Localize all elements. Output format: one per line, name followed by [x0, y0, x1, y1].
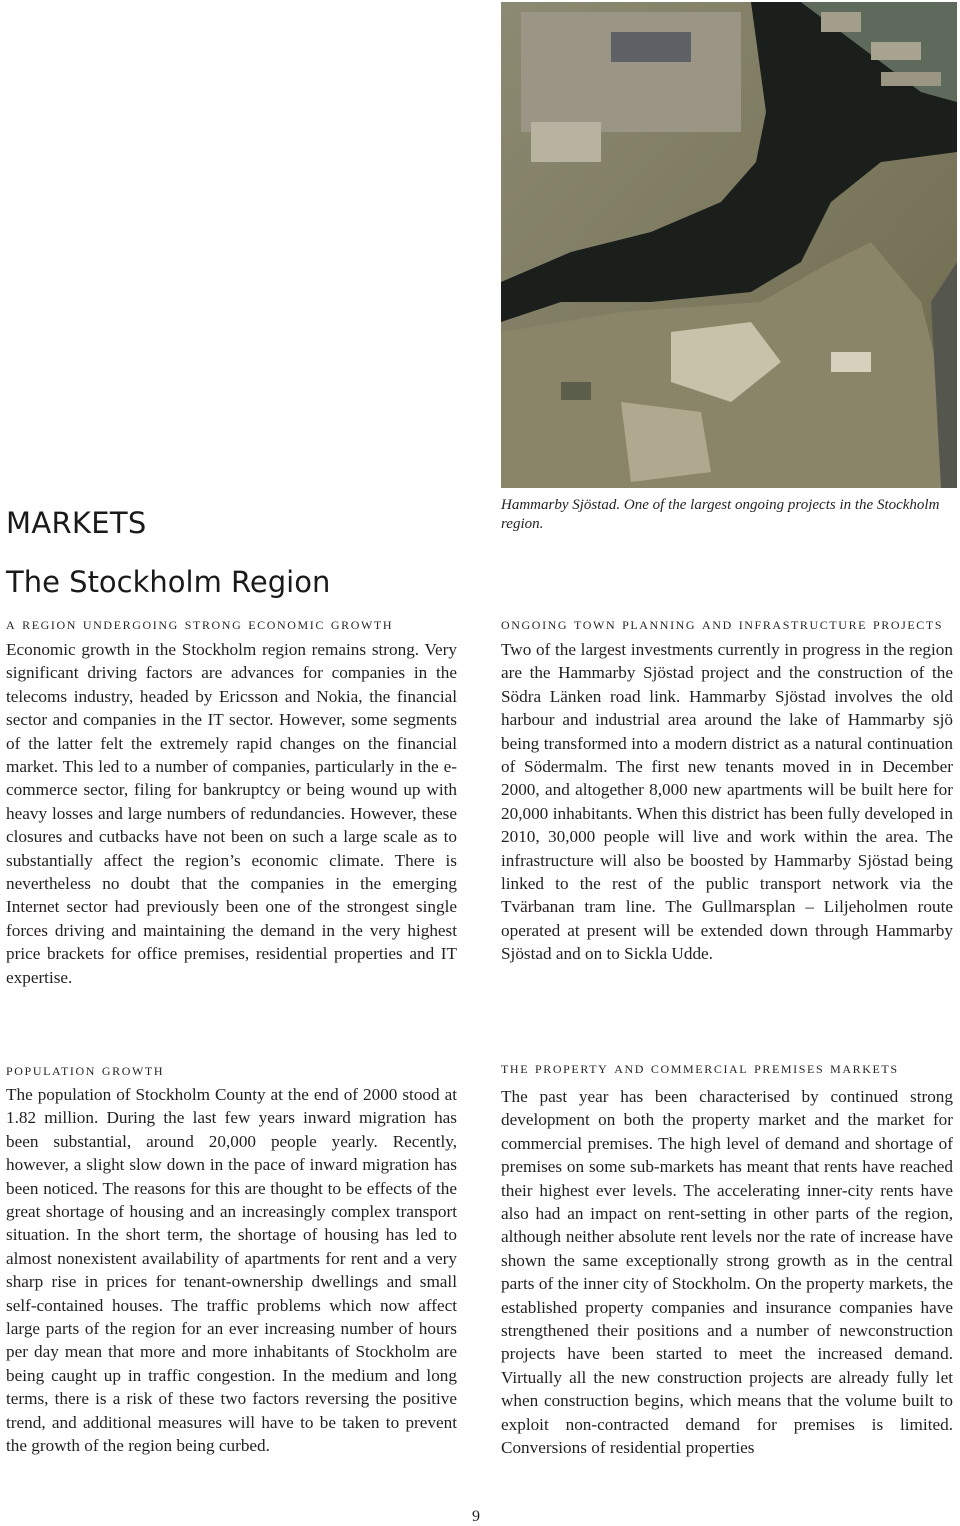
population-paragraph: The population of Stockholm County at the end of 2000 stood at 1.82 million. During the last few years inward migration has been substantial, around 20,000 people yearly. Recently, however, a slight slow down in the pace of inward migration has been noticed. The reasons for this are thought to be effects of the great shortage of housing and an increasingly complex transport situation. In the short term, the shortage of housing has led to almost nonexistent availability of apartments for rent and a very sharp rise in prices for tenant-ownership dwellings and small self-contained houses. The traffic problems which now affect large parts of the region for an ever increasing number of hours per day mean that more and more inhabitants of Stockholm are being caught up in traffic congestion. In the medium and long terms, there is a risk of these two factors reversing the positive trend, and additional measures will have to be taken to prevent the growth of the region being curbed. [6, 1085, 457, 1456]
planning-paragraph: Two of the largest investments currently in progress in the region are the Hammarby Sjöstad project and the construction of the Södra Länken road link. Hammarby Sjöstad involves the old harbour and industrial area around the lake of Hammarby sjö being transformed into a modern district as a natural continuation of Södermalm. The first new tenants moved in in December 2000, and altogether 8,000 new apartments will be built here for 20,000 inhabitants. When this district has been fully developed in 2010, 30,000 people will live and work within the area. The infrastructure will also be boosted by Hammarby Sjöstad being linked to the rest of the public transport network via the Tvärbanan tram line. The Gullmarsplan – Liljeholmen route operated at present will be extended down through Hammarby Sjöstad and on to Sickla Udde. [501, 640, 953, 964]
section-title: MARKETS [6, 506, 147, 540]
page-number: 9 [472, 1508, 480, 1525]
aerial-photo-icon [501, 2, 957, 488]
left-column-population [6, 1058, 457, 1458]
property-heading: the property and commercial premises markets [501, 1058, 899, 1077]
planning-heading: ongoing town planning and infrastructure projects [501, 614, 944, 633]
photo-caption: Hammarby Sjöstad. One of the largest ongoing projects in the Stockholm region. [501, 497, 940, 532]
growth-paragraph: Economic growth in the Stockholm region remains strong. Very significant driving factors are advances for companies in the telecoms industry, headed by Ericsson and Nokia, the financial sector and companies in the IT sector. However, some segments of the latter felt the extremely rapid changes on the financial market. This led to a number of companies, particularly in the e-commerce sector, filing for bankruptcy or being wound up with heavy losses and large numbers of redundancies. However, these closures and cutbacks have not been on such a large scale as to substantially affect the region’s economic climate. There is nevertheless no doubt that the companies in the emerging Internet sector had previously been one of the strongest single forces driving and maintaining the demand in the very highest price brackets for office premises, residential properties and IT expertise. [6, 640, 457, 987]
property-paragraph: The past year has been characterised by continued strong development on both the property market and the market for commercial premises. The high level of demand and shortage of premises on some sub-markets has meant that rents have reached their highest ever levels. The accelerating inner-city rents have also had an impact on rent-setting in other parts of the region, although neither absolute rent levels nor the rate of increase have shown the same exceptionally strong growth as in the central parts of the inner city of Stockholm. On the property markets, the established property companies and insurance companies have strengthened their positions and a number of newconstruction projects have been started to meet the increased demand. Virtually all the new construction projects are already fully let when construction begins, which means that the volume built to exploit non-contracted demand for premises is limited. Conversions of residential properties [501, 1087, 953, 1458]
growth-heading: a region undergoing strong economic growth [6, 614, 394, 633]
aerial-photo [501, 2, 957, 488]
population-heading: population growth [6, 1060, 165, 1079]
page-title: The Stockholm Region [6, 565, 331, 599]
left-column-growth [6, 612, 457, 989]
right-column-property [501, 1056, 953, 1460]
right-column-planning [501, 612, 953, 966]
